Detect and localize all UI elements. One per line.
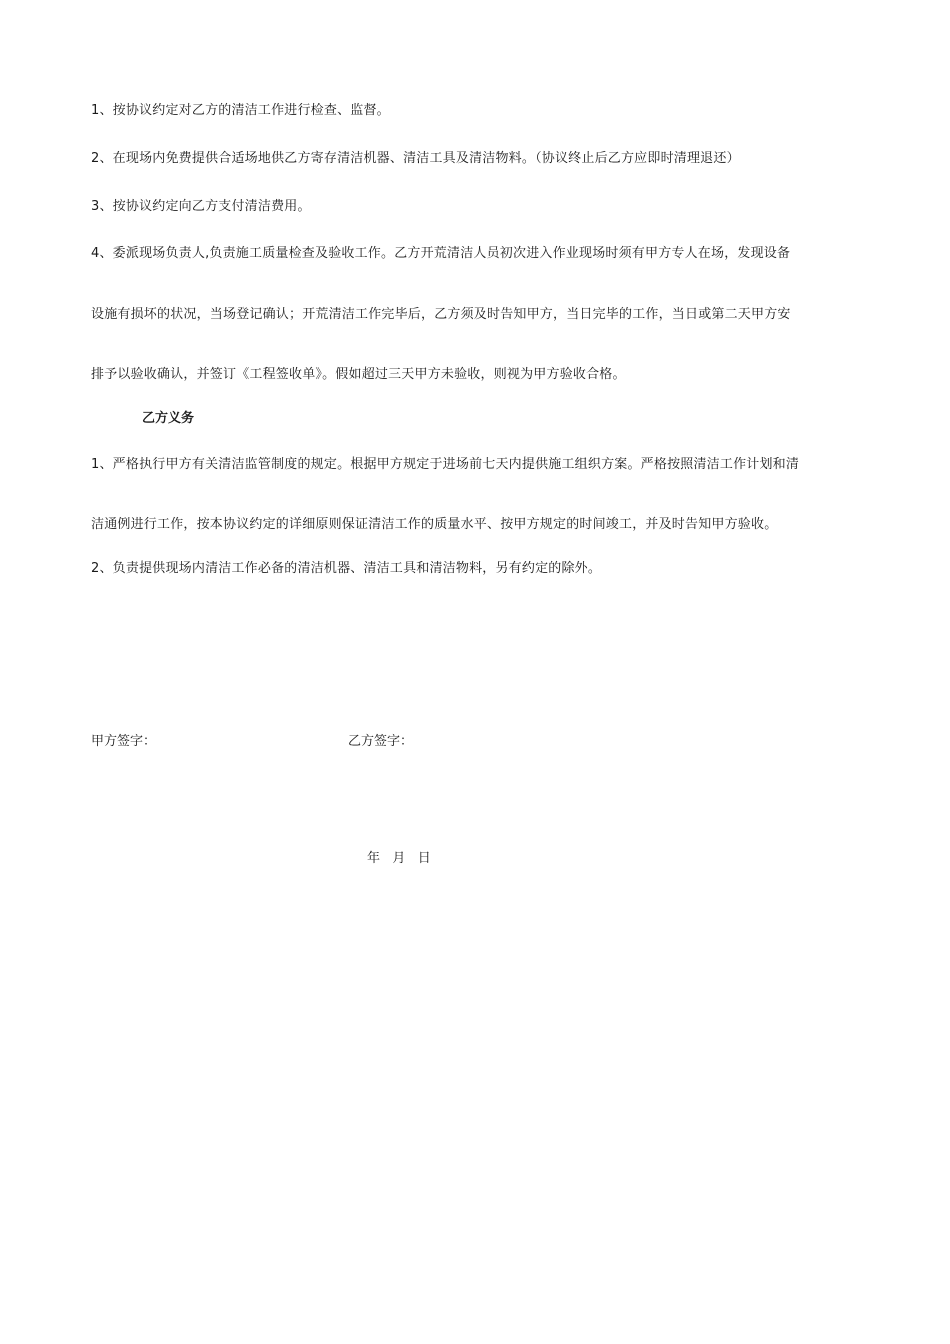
party-b-item-1-line-1: 1、严格执行甲方有关清洁监管制度的规定。根据甲方规定于进场前七天内提供施工组织方案。严格按照清洁工作计划和清 xyxy=(91,457,800,472)
party-a-item-4-line-2: 设施有损坏的状况，当场登记确认；开荒清洁工作完毕后，乙方须及时告知甲方，当日完毕的工作，当日或第二天甲方安 xyxy=(91,307,791,322)
party-a-item-1: 1、按协议约定对乙方的清洁工作进行检查、监督。 xyxy=(91,103,390,118)
party-b-item-1-line-2: 洁通例进行工作，按本协议约定的详细原则保证清洁工作的质量水平、按甲方规定的时间竣工，并及时告知甲方验收。 xyxy=(91,517,778,532)
party-b-signature-label: 乙方签字： xyxy=(348,734,414,749)
party-b-heading: 乙方义务 xyxy=(142,411,195,426)
party-a-signature-label: 甲方签字： xyxy=(91,734,157,749)
date-line: 年 月 日 xyxy=(367,851,431,866)
party-a-item-4-line-1: 4、委派现场负责人,负责施工质量检查及验收工作。乙方开荒清洁人员初次进入作业现场时须有甲方专人在场，发现设备 xyxy=(91,246,791,261)
party-b-item-2: 2、负责提供现场内清洁工作必备的清洁机器、清洁工具和清洁物料，另有约定的除外。 xyxy=(91,561,602,576)
party-a-item-4-line-3: 排予以验收确认，并签订《工程签收单》。假如超过三天甲方未验收，则视为甲方验收合格。 xyxy=(91,367,626,382)
party-a-item-3: 3、按协议约定向乙方支付清洁费用。 xyxy=(91,199,311,214)
party-a-item-2: 2、在现场内免费提供合适场地供乙方寄存清洁机器、清洁工具及清洁物料。（协议终止后乙方应即时清理退还） xyxy=(91,151,740,166)
